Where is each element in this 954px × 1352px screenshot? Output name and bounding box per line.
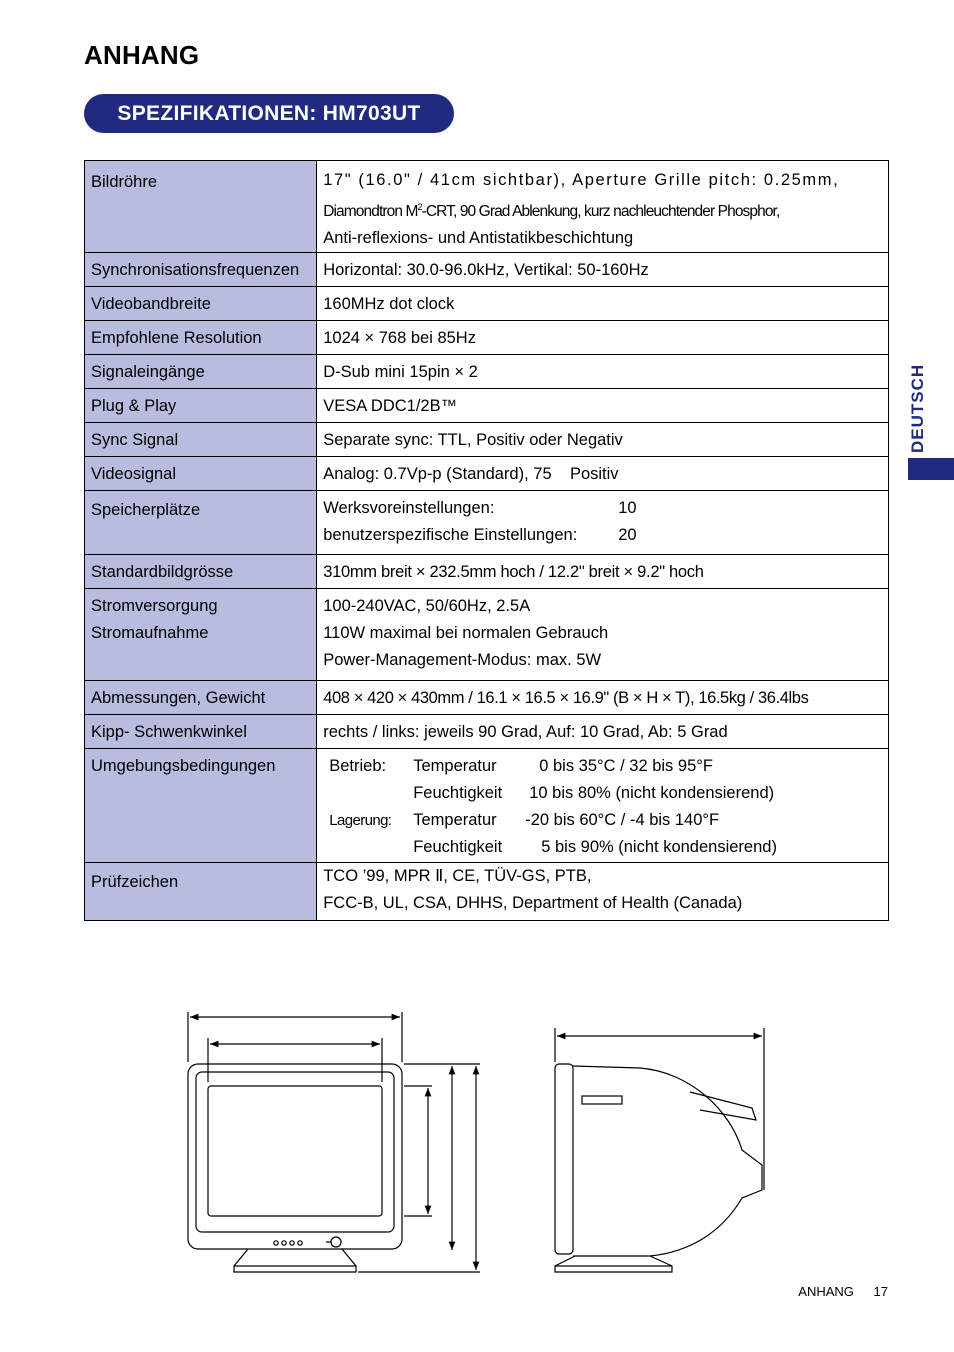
section-heading: SPEZIFIKATIONEN: HM703UT: [84, 94, 454, 133]
page-footer: [782, 1284, 888, 1299]
row-value: Anti-reflexions- und Antistatikbeschichtung: [323, 229, 634, 248]
page-number: 17: [873, 1284, 888, 1299]
row-value: FCC-B, UL, CSA, DHHS, Department of Health (Canada): [323, 894, 743, 913]
row-value: Feuchtigkeit 10 bis 80% (nicht kondensierend): [413, 784, 775, 803]
row-label: Stromversorgung: [91, 597, 218, 616]
row-label: Sync Signal: [91, 431, 179, 450]
side-view-drawing: [555, 1028, 764, 1272]
row-label: Empfohlene Resolution: [91, 329, 262, 348]
row-value: 1024 × 768 bei 85Hz: [323, 329, 476, 348]
row-value: 160MHz dot clock: [323, 295, 455, 314]
row-value: Diamondtron $M^2$-CRT, 90 Grad Ablenkung, kurz nachleuchtender Phosphor,: [323, 202, 780, 221]
row-label: Videosignal: [91, 465, 177, 484]
row-label: Kipp- Schwenkwinkel: [91, 723, 247, 742]
row-value: 310mm breit × 232.5mm hoch / 12.2" breit × 9.2" hoch: [323, 563, 704, 582]
row-label: Bildröhre: [91, 173, 158, 191]
row-value: TCO ’99, MPR Ⅱ, CE, TÜV-GS, PTB,: [323, 867, 592, 886]
language-tab-label: DEUTSCH: [908, 363, 927, 453]
row-value: benutzerspezifische Einstellungen: 20: [323, 526, 637, 545]
row-label: Speicherplätze: [91, 501, 201, 520]
row-value: 100-240VAC, 50/60Hz, 2.5A: [323, 597, 531, 616]
row-label: Videobandbreite: [91, 295, 211, 314]
row-value: Horizontal: 30.0-96.0kHz, Vertikal: 50-160Hz: [323, 261, 649, 280]
row-value: 17" (16.0" / 41cm sichtbar), Aperture Grille pitch: 0.25mm,: [323, 171, 840, 189]
row-value: Lagerung: Temperatur -20 bis 60°C / -4 bis 140°F: [329, 811, 720, 830]
footer-label: ANHANG: [798, 1284, 854, 1299]
row-value: rechts / links: jeweils 90 Grad, Auf: 10 Grad, Ab: 5 Grad: [323, 723, 728, 742]
row-value: Power-Management-Modus: max. 5W: [323, 651, 602, 670]
row-value: 408 × 420 × 430mm / 16.1 × 16.5 × 16.9" (B × H × T), 16.5kg / 36.4lbs: [323, 689, 809, 708]
front-view-drawing: [188, 1012, 480, 1272]
row-label: Plug & Play: [91, 397, 177, 416]
row-value: Analog: 0.7Vp-p (Standard), 75 Positiv: [323, 465, 619, 484]
row-value: D-Sub mini 15pin × 2: [323, 363, 478, 382]
row-label: Signaleingänge: [91, 363, 205, 382]
row-value: Separate sync: TTL, Positiv oder Negativ: [323, 431, 623, 450]
row-value: 110W maximal bei normalen Gebrauch: [323, 624, 609, 643]
row-label: Standardbildgrösse: [91, 563, 234, 582]
page-title: ANHANG: [84, 40, 200, 70]
row-label: Synchronisationsfrequenzen: [91, 261, 300, 280]
row-value: VESA DDC1/2B™: [323, 397, 458, 416]
row-value: Werksvoreinstellungen: 10: [323, 499, 637, 518]
row-value: Feuchtigkeit 5 bis 90% (nicht kondensierend): [413, 838, 777, 857]
row-label: Prüfzeichen: [91, 873, 179, 892]
row-label: Stromaufnahme: [91, 624, 209, 643]
row-label: Abmessungen, Gewicht: [91, 689, 266, 708]
row-label: Umgebungsbedingungen: [91, 757, 276, 776]
row-value: Betrieb: Temperatur 0 bis 35°C / 32 bis 95°F: [329, 757, 713, 776]
